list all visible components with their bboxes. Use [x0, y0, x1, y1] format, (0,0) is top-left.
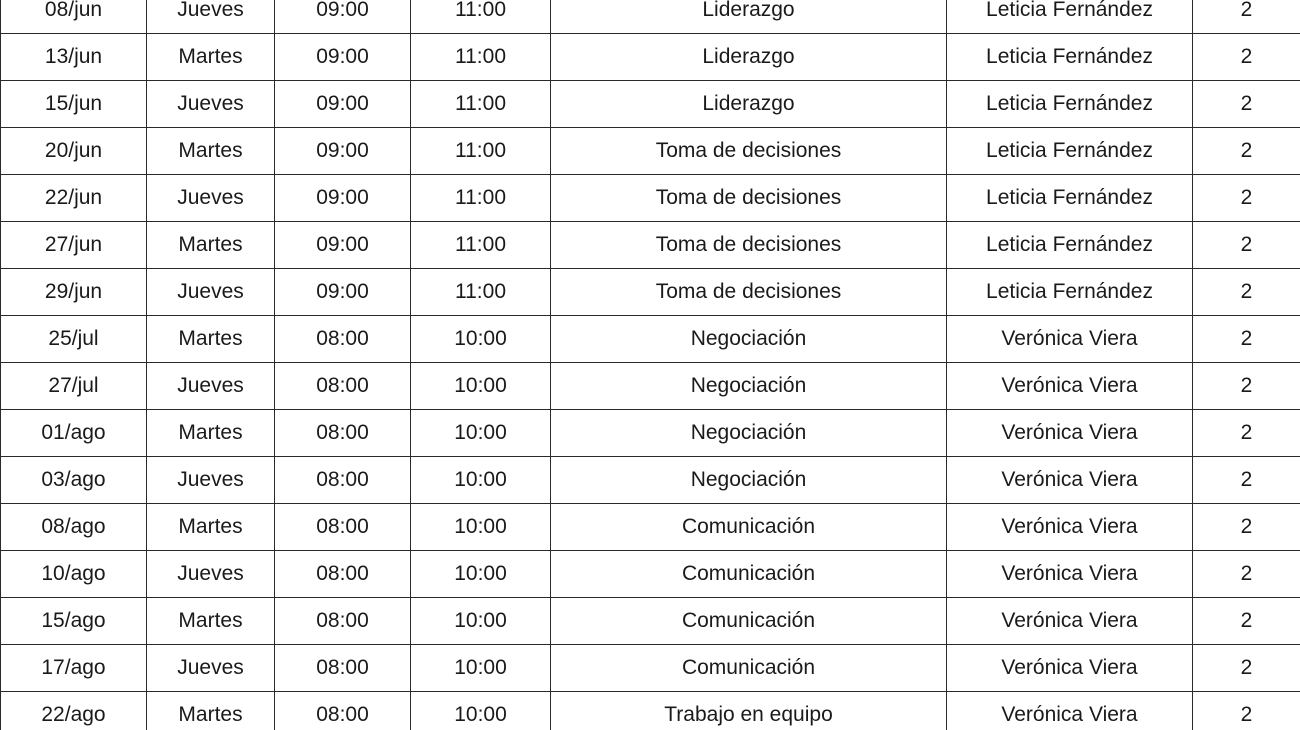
hours-cell: 2 [1193, 128, 1300, 175]
instructor-cell: Leticia Fernández [947, 0, 1193, 34]
instructor-cell: Verónica Viera [947, 645, 1193, 692]
date-cell: 29/jun [1, 269, 147, 316]
instructor-cell: Leticia Fernández [947, 222, 1193, 269]
start-time-cell: 08:00 [275, 316, 411, 363]
hours-cell: 2 [1193, 269, 1300, 316]
start-time-cell: 09:00 [275, 269, 411, 316]
instructor-cell: Leticia Fernández [947, 175, 1193, 222]
table-row [1, 81, 1300, 128]
instructor-cell: Verónica Viera [947, 457, 1193, 504]
start-time-cell: 08:00 [275, 504, 411, 551]
weekday-cell: Jueves [147, 81, 275, 128]
topic-cell: Negociación [551, 410, 947, 457]
weekday-cell: Martes [147, 598, 275, 645]
weekday-cell: Jueves [147, 269, 275, 316]
instructor-cell: Verónica Viera [947, 363, 1193, 410]
start-time-cell: 08:00 [275, 363, 411, 410]
date-cell: 01/ago [1, 410, 147, 457]
topic-cell: Comunicación [551, 551, 947, 598]
hours-cell: 2 [1193, 363, 1300, 410]
hours-cell: 2 [1193, 222, 1300, 269]
date-cell: 10/ago [1, 551, 147, 598]
weekday-cell: Martes [147, 222, 275, 269]
start-time-cell: 09:00 [275, 34, 411, 81]
hours-cell: 2 [1193, 410, 1300, 457]
end-time-cell: 11:00 [411, 81, 551, 128]
end-time-cell: 11:00 [411, 0, 551, 34]
end-time-cell: 11:00 [411, 34, 551, 81]
hours-cell: 2 [1193, 504, 1300, 551]
end-time-cell: 10:00 [411, 363, 551, 410]
end-time-cell: 10:00 [411, 692, 551, 730]
start-time-cell: 09:00 [275, 175, 411, 222]
table-row [1, 0, 1300, 34]
hours-cell: 2 [1193, 551, 1300, 598]
end-time-cell: 10:00 [411, 316, 551, 363]
table-row [1, 316, 1300, 363]
instructor-cell: Verónica Viera [947, 316, 1193, 363]
hours-cell: 2 [1193, 0, 1300, 34]
date-cell: 22/ago [1, 692, 147, 730]
hours-cell: 2 [1193, 692, 1300, 730]
end-time-cell: 11:00 [411, 269, 551, 316]
topic-cell: Toma de decisiones [551, 128, 947, 175]
hours-cell: 2 [1193, 316, 1300, 363]
date-cell: 08/ago [1, 504, 147, 551]
table-row [1, 128, 1300, 175]
hours-cell: 2 [1193, 598, 1300, 645]
instructor-cell: Verónica Viera [947, 551, 1193, 598]
weekday-cell: Martes [147, 316, 275, 363]
date-cell: 17/ago [1, 645, 147, 692]
topic-cell: Comunicación [551, 504, 947, 551]
instructor-cell: Leticia Fernández [947, 128, 1193, 175]
start-time-cell: 08:00 [275, 645, 411, 692]
date-cell: 27/jun [1, 222, 147, 269]
instructor-cell: Verónica Viera [947, 598, 1193, 645]
instructor-cell: Verónica Viera [947, 410, 1193, 457]
table-row [1, 598, 1300, 645]
instructor-cell: Verónica Viera [947, 504, 1193, 551]
table-row [1, 222, 1300, 269]
weekday-cell: Jueves [147, 0, 275, 34]
table-row [1, 457, 1300, 504]
table-row [1, 175, 1300, 222]
hours-cell: 2 [1193, 457, 1300, 504]
table-row [1, 645, 1300, 692]
instructor-cell: Leticia Fernández [947, 81, 1193, 128]
weekday-cell: Jueves [147, 551, 275, 598]
weekday-cell: Jueves [147, 457, 275, 504]
instructor-cell: Verónica Viera [947, 692, 1193, 730]
table-row [1, 504, 1300, 551]
table-row [1, 692, 1300, 730]
topic-cell: Negociación [551, 457, 947, 504]
date-cell: 20/jun [1, 128, 147, 175]
weekday-cell: Martes [147, 410, 275, 457]
end-time-cell: 11:00 [411, 128, 551, 175]
topic-cell: Liderazgo [551, 0, 947, 34]
end-time-cell: 10:00 [411, 504, 551, 551]
end-time-cell: 10:00 [411, 457, 551, 504]
start-time-cell: 09:00 [275, 0, 411, 34]
table-row [1, 363, 1300, 410]
end-time-cell: 10:00 [411, 551, 551, 598]
start-time-cell: 09:00 [275, 222, 411, 269]
start-time-cell: 08:00 [275, 410, 411, 457]
date-cell: 15/ago [1, 598, 147, 645]
weekday-cell: Jueves [147, 175, 275, 222]
table-row [1, 269, 1300, 316]
weekday-cell: Martes [147, 504, 275, 551]
hours-cell: 2 [1193, 175, 1300, 222]
topic-cell: Comunicación [551, 645, 947, 692]
date-cell: 03/ago [1, 457, 147, 504]
end-time-cell: 10:00 [411, 598, 551, 645]
start-time-cell: 08:00 [275, 598, 411, 645]
topic-cell: Liderazgo [551, 81, 947, 128]
instructor-cell: Leticia Fernández [947, 34, 1193, 81]
topic-cell: Negociación [551, 363, 947, 410]
topic-cell: Toma de decisiones [551, 222, 947, 269]
topic-cell: Negociación [551, 316, 947, 363]
date-cell: 22/jun [1, 175, 147, 222]
hours-cell: 2 [1193, 34, 1300, 81]
start-time-cell: 09:00 [275, 81, 411, 128]
date-cell: 08/jun [1, 0, 147, 34]
date-cell: 13/jun [1, 34, 147, 81]
end-time-cell: 11:00 [411, 175, 551, 222]
start-time-cell: 08:00 [275, 692, 411, 730]
date-cell: 25/jul [1, 316, 147, 363]
topic-cell: Comunicación [551, 598, 947, 645]
weekday-cell: Jueves [147, 363, 275, 410]
topic-cell: Trabajo en equipo [551, 692, 947, 730]
instructor-cell: Leticia Fernández [947, 269, 1193, 316]
start-time-cell: 08:00 [275, 551, 411, 598]
topic-cell: Liderazgo [551, 34, 947, 81]
table-row [1, 410, 1300, 457]
table-row [1, 551, 1300, 598]
weekday-cell: Jueves [147, 645, 275, 692]
hours-cell: 2 [1193, 645, 1300, 692]
table-row [1, 34, 1300, 81]
schedule-table-body [1, 0, 1300, 730]
start-time-cell: 09:00 [275, 128, 411, 175]
topic-cell: Toma de decisiones [551, 269, 947, 316]
date-cell: 15/jun [1, 81, 147, 128]
end-time-cell: 11:00 [411, 222, 551, 269]
date-cell: 27/jul [1, 363, 147, 410]
weekday-cell: Martes [147, 34, 275, 81]
hours-cell: 2 [1193, 81, 1300, 128]
weekday-cell: Martes [147, 692, 275, 730]
weekday-cell: Martes [147, 128, 275, 175]
topic-cell: Toma de decisiones [551, 175, 947, 222]
start-time-cell: 08:00 [275, 457, 411, 504]
end-time-cell: 10:00 [411, 410, 551, 457]
end-time-cell: 10:00 [411, 645, 551, 692]
